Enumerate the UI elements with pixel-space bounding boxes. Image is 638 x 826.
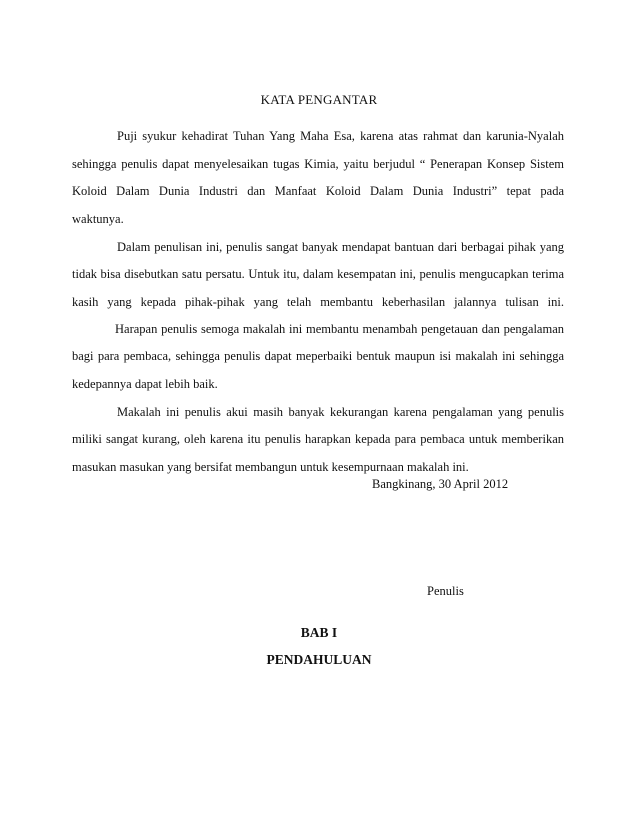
paragraph-line: kasih yang kepada pihak-pihak yang telah membantu keberhasilan jalannya tulisan ini. [72, 295, 564, 309]
paragraph-line: miliki sangat kurang, oleh karena itu penulis harapkan kepada para pembaca untuk memberikan [72, 432, 564, 446]
paragraph-line: tidak bisa disebutkan satu persatu. Untuk itu, dalam kesempatan ini, penulis mengucapkan terima [72, 267, 564, 281]
signature-author: Penulis [427, 584, 464, 598]
page-title: KATA PENGANTAR [260, 92, 378, 107]
paragraph-line: masukan masukan yang bersifat membangun untuk kesempurnaan makalah ini. [72, 460, 469, 474]
paragraph-line: Puji syukur kehadirat Tuhan Yang Maha Esa, karena atas rahmat dan karunia-Nyalah [117, 129, 564, 143]
paragraph-line: waktunya. [72, 212, 124, 226]
chapter-title: PENDAHULUAN [266, 652, 372, 667]
paragraph-line: sehingga penulis dapat menyelesaikan tugas Kimia, yaitu berjudul “ Penerapan Konsep Sistem [72, 157, 564, 171]
chapter-heading: BAB I [300, 625, 338, 640]
paragraph-line: Dalam penulisan ini, penulis sangat banyak mendapat bantuan dari berbagai pihak yang [117, 240, 564, 254]
paragraph-line: kedepannya dapat lebih baik. [72, 377, 218, 391]
paragraph-line: Harapan penulis semoga makalah ini membantu menambah pengetauan dan pengalaman [115, 322, 564, 336]
paragraph-line: Makalah ini penulis akui masih banyak kekurangan karena pengalaman yang penulis [117, 405, 564, 419]
signature-date: Bangkinang, 30 April 2012 [372, 477, 509, 491]
paragraph-line: Koloid Dalam Dunia Industri dan Manfaat Koloid Dalam Dunia Industri” tepat pada [72, 184, 564, 198]
paragraph-line: bagi para pembaca, sehingga penulis dapat meperbaiki bentuk maupun isi makalah ini sehingga [72, 349, 564, 363]
